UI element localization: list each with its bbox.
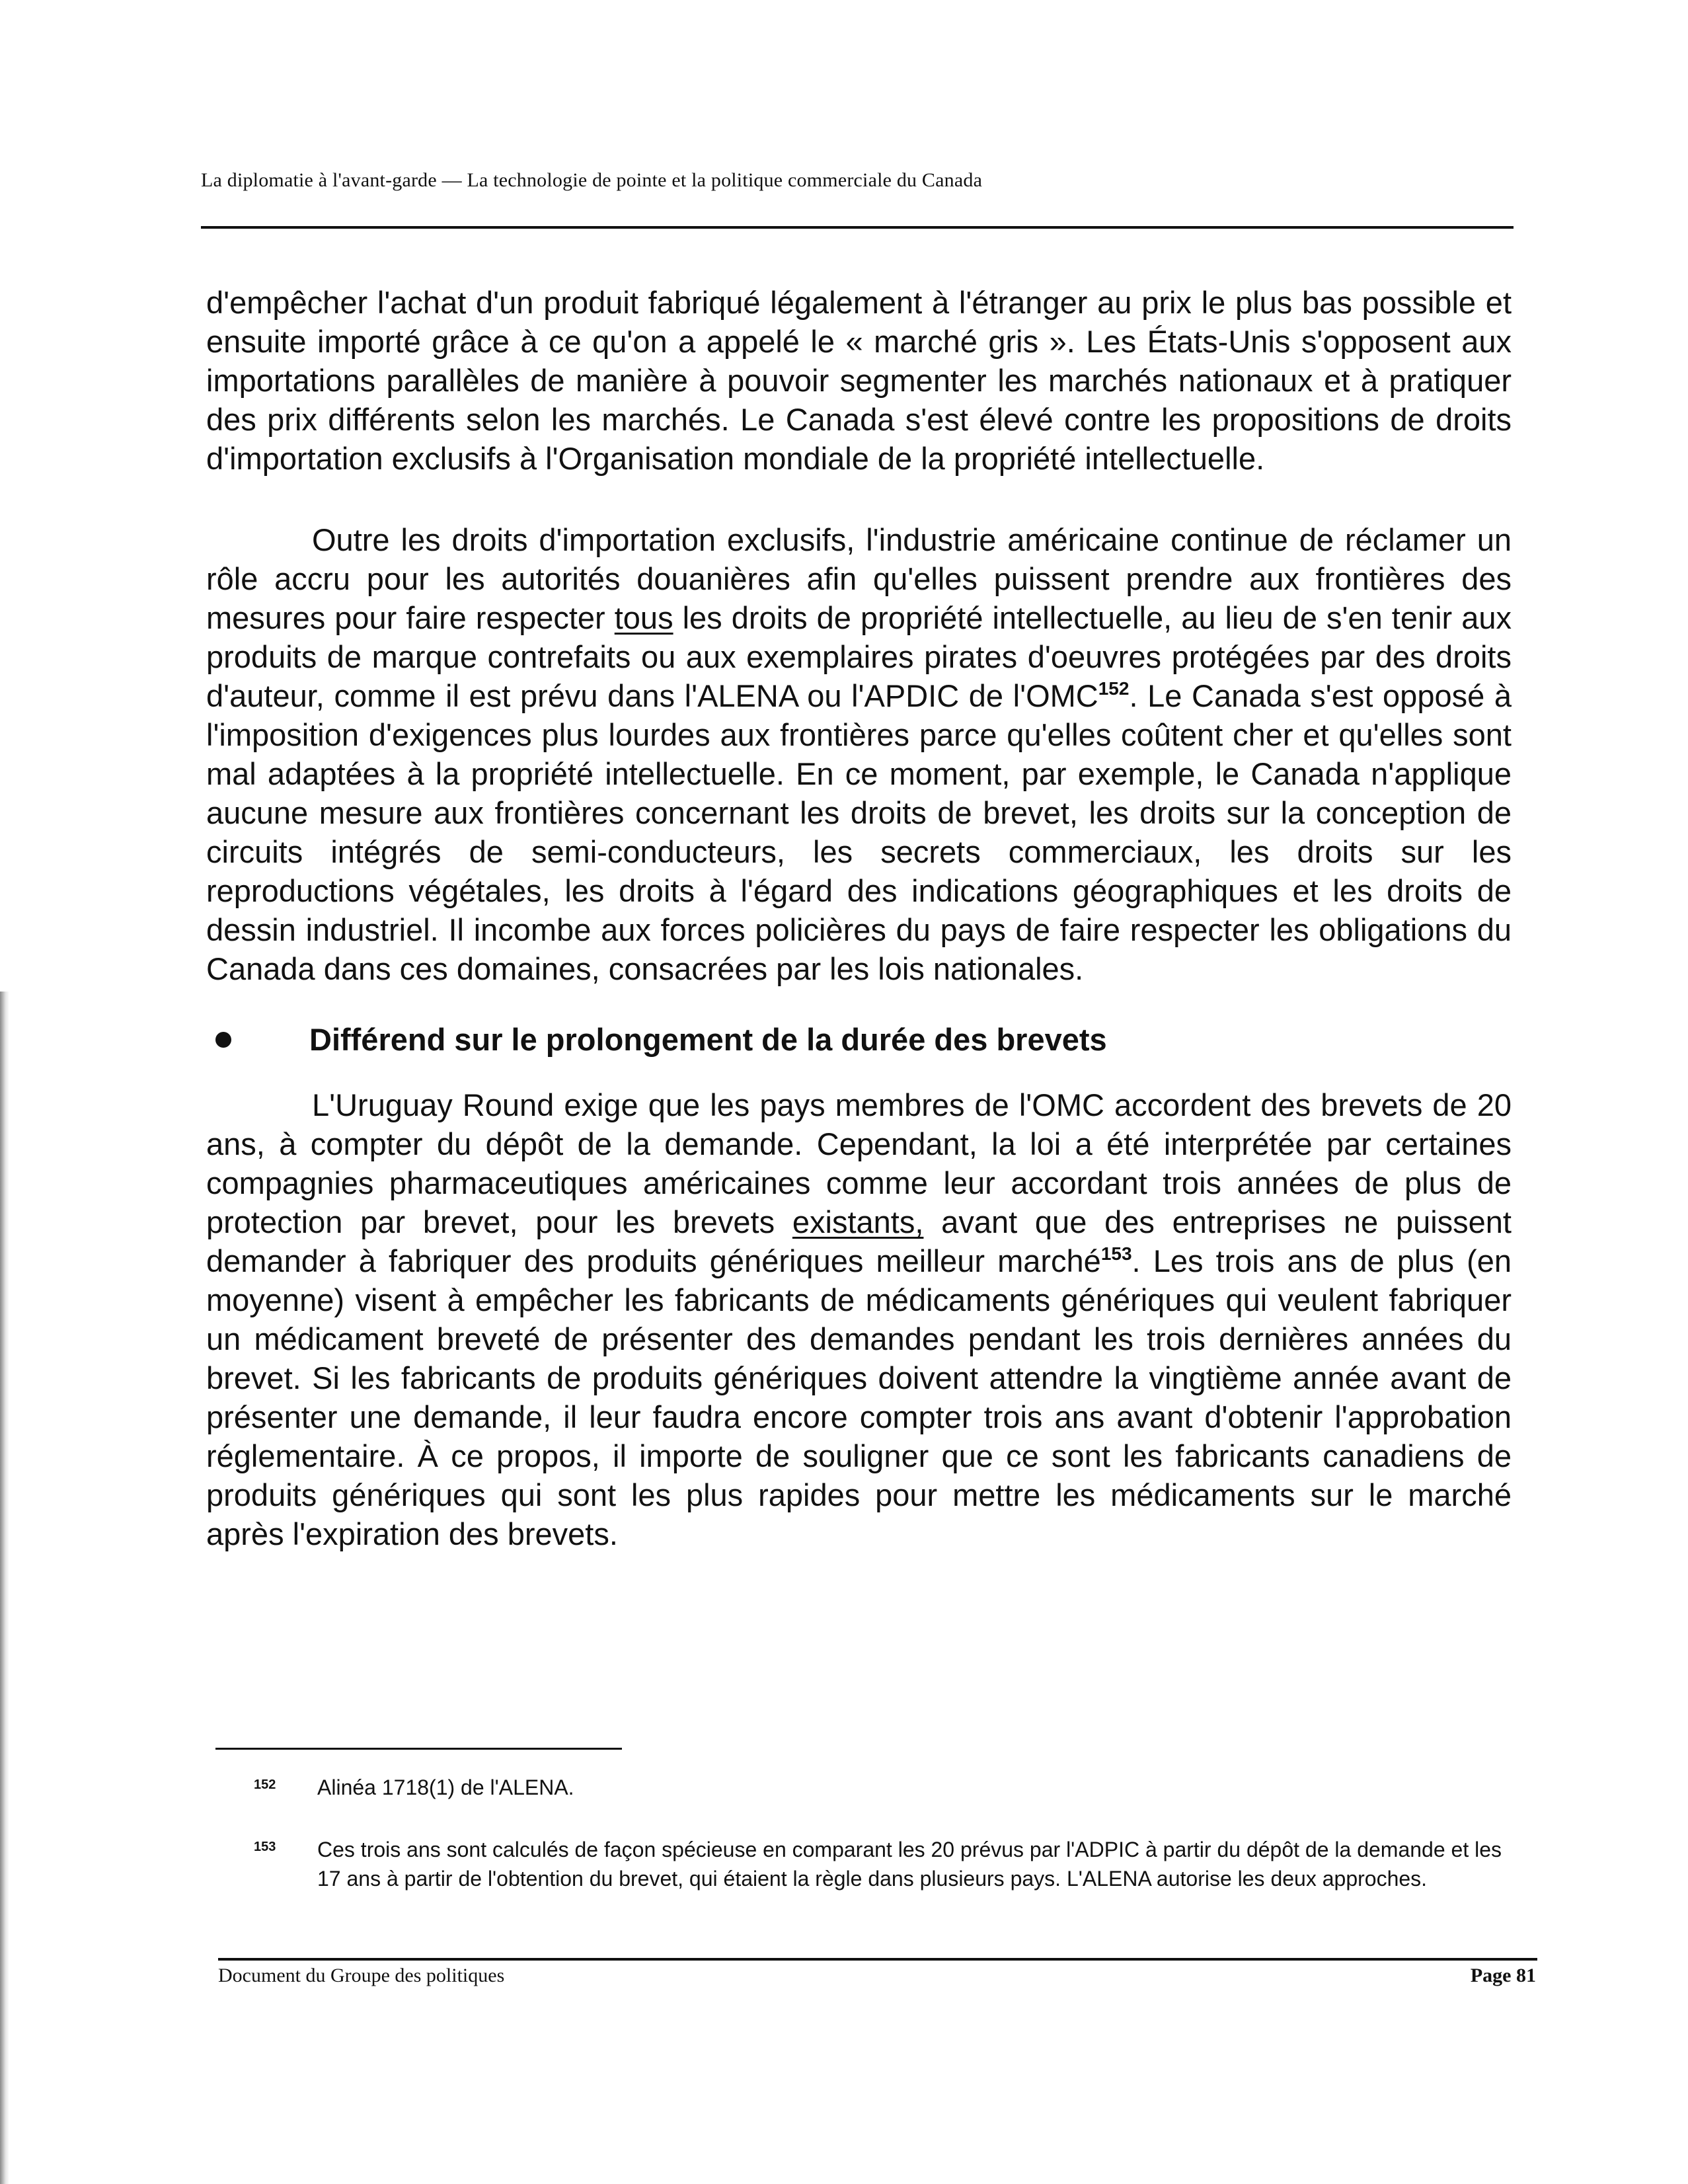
- footnote-text: Ces trois ans sont calculés de façon spécieuse en comparant les 20 prévus par l'ADPIC à partir du dépôt de la demande et les 17 ans à partir de l'obtention du brevet, qui étaient la règle dans plusieurs pays. L'ALENA autorise les deux approches.: [317, 1838, 1502, 1891]
- footnote-text: Alinéa 1718(1) de l'ALENA.: [317, 1775, 574, 1799]
- paragraph-2-part-1: Outre les droits d'importation exclusifs, l'industrie américaine continue de réclamer un rôle accru pour les autorités douanières afin qu'elles puissent prendre aux frontières des mesures pour faire respecter: [206, 522, 1512, 635]
- footnote-ref-152[interactable]: 152: [1098, 678, 1130, 699]
- bullet-icon: [215, 1032, 231, 1048]
- header-rule: [201, 226, 1514, 229]
- footer-document-name: Document du Groupe des politiques: [218, 1965, 505, 1986]
- paragraph-3-part-3: . Les trois ans de plus (en moyenne) visent à empêcher les fabricants de médicaments génériques qui veulent fabriquer un médicament breveté de présenter des demandes pendant les trois dernières années du brevet. Si les fabricants de produits génériques doivent attendre la vingtième année avant de présenter une demande, il leur faudra encore compter trois ans avant d'obtenir l'approbation réglementaire. À ce propos, il importe de souligner que ce sont les fabricants canadiens de produits génériques qui sont les plus rapides pour mettre les médicaments sur le marché après l'expiration des brevets.: [206, 1243, 1512, 1551]
- footer-rule: [218, 1958, 1537, 1961]
- footnote-152: [254, 1773, 1523, 1802]
- paragraph-3-part-2: avant que des entreprises ne puissent demander à fabriquer des produits génériques meilleur marché: [206, 1204, 1512, 1278]
- footnote-153: [254, 1835, 1523, 1893]
- footnote-ref-153[interactable]: 153: [1100, 1243, 1132, 1264]
- paragraph-1: d'empêcher l'achat d'un produit fabriqué légalement à l'étranger au prix le plus bas possible et ensuite importé grâce à ce qu'on a appelé le « marché gris ». Les États-Unis s'opposent aux importations parallèles de manière à pouvoir segmenter les marchés nationaux et à pratiquer des prix différents selon les marchés. Le Canada s'est élevé contre les propositions de droits d'importation exclusifs à l'Organisation mondiale de la propriété intellectuelle.: [206, 285, 1512, 476]
- paragraph-3-part-1: L'Uruguay Round exige que les pays membres de l'OMC accordent des brevets de 20 ans, à compter du dépôt de la demande. Cependant, la loi a été interprétée par certaines compagnies pharmaceutiques américaines comme leur accordant trois années de plus de protection par brevet, pour les brevets: [206, 1087, 1512, 1239]
- footnote-number: 152: [254, 1777, 276, 1792]
- underlined-word-tous: tous: [614, 600, 673, 635]
- scan-edge-shadow: [0, 992, 9, 2184]
- body-text: [206, 283, 1512, 1596]
- running-header: La diplomatie à l'avant-garde — La technologie de pointe et la politique commerciale du Canada: [201, 169, 983, 191]
- underlined-word-existants: existants,: [792, 1204, 924, 1239]
- page-number: Page 81: [1470, 1965, 1536, 1986]
- section-heading: [206, 1020, 1512, 1059]
- section-heading-text: Différend sur le prolongement de la durée des brevets: [309, 1022, 1107, 1057]
- paragraph-3: [206, 1085, 1512, 1553]
- paragraph-2: [206, 520, 1512, 988]
- footnote-rule: [215, 1748, 622, 1750]
- paragraph-2-part-3: . Le Canada s'est opposé à l'imposition d'exigences plus lourdes aux frontières parce qu'elles coûtent cher et qu'elles sont mal adaptées à la propriété intellectuelle. En ce moment, par exemple, le Canada n'applique aucune mesure aux frontières concernant les droits de brevet, les droits sur la conception de circuits intégrés de semi-conducteurs, les secrets commerciaux, les droits sur les reproductions végétales, les droits à l'égard des indications géographiques et les droits de dessin industriel. Il incombe aux forces policières du pays de faire respecter les obligations du Canada dans ces domaines, consacrées par les lois nationales.: [206, 678, 1512, 986]
- footnote-number: 153: [254, 1840, 276, 1854]
- paragraph-2-part-2: les droits de propriété intellectuelle, au lieu de s'en tenir aux produits de marque contrefaits ou aux exemplaires pirates d'oeuvres protégées par des droits d'auteur, comme il est prévu dans l'ALENA ou l'APDIC de l'OMC: [206, 600, 1512, 713]
